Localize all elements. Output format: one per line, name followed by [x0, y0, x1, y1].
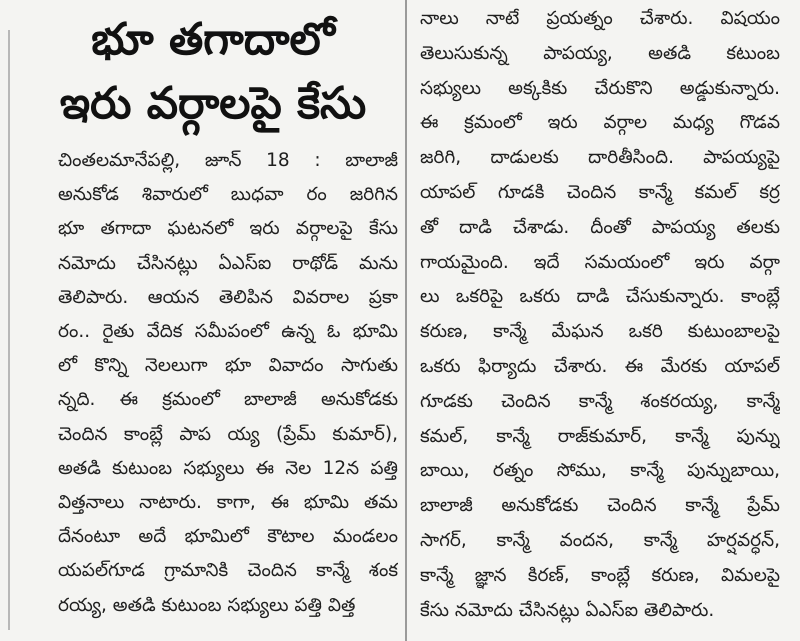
article-line: తెలుసుకున్న పాపయ్య, అతడి కటుంబ [420, 42, 780, 64]
article-line: గూడకు చెందిన కాన్మే శంకరయ్య, కాన్మే [420, 390, 780, 412]
article-line: సభ్యులు అక్కకికు చేరుకొని అడ్డుకున్నారు. [420, 77, 780, 99]
article-line: జరిగి, దాడులకు దారితీసింది. పాపయ్యపై [420, 147, 780, 169]
article-line: ఒకరు ఫిర్యాదు చేశారు. ఈ మేరకు యాపల్ [420, 356, 780, 377]
headline-line-2: ఇరు వర్గాలపై కేసు [59, 78, 367, 129]
article-line: బాయి, రత్నం సోము, కాన్మే పున్నుబాయి, [420, 460, 780, 482]
article-line: తెలిపారు. ఆయన తెలిపిన వివరాల ప్రకా [58, 286, 398, 308]
article-line: కాన్మే జ్ఞాన కిరణ్, కాంబ్లే కరుణ, విమలపై [420, 564, 780, 586]
article-line: గాయమైంది. ఇదే సమయంలో ఇరు వర్గా [420, 251, 780, 273]
article-line: లు ఒకరిపై ఒకరు దాడి చేసుకున్నారు. కాంబ్లే [420, 286, 780, 308]
article-line: న్నది. ఈ క్రమంలో బాలాజీ అనుకోడకు [58, 389, 398, 411]
article-line: కరుణ, కాన్మే మేఘన ఒకరి కుటుంబాలపై [420, 321, 780, 343]
article-line: చెందిన కాంబ్లే పాప య్య (ప్రేమ్ కుమార్), [58, 423, 398, 445]
article-line: కమల్, కాన్మే రాజ్‌కుమార్, కాన్మే పున్ను [420, 425, 780, 447]
article-line: లో కొన్ని నెలలుగా భూ వివాదం సాగుతు [58, 355, 398, 377]
article-line: చింతలమానేపల్లి, జూన్ 18 : బాలాజీ [58, 150, 398, 171]
article-line: బాలాజీ అనుకోడకు చెందిన కాన్మే ప్రేమ్ [420, 495, 780, 517]
article-line: రయ్య, అతడి కుటుంబ సభ్యులు పత్తి విత్త [58, 594, 356, 616]
article-line: అతడి కుటుంబ సభ్యులు ఈ నెల 12న పత్తి [58, 457, 398, 479]
article-line: దేనంటూ అదే భూమిలో కౌటాల మండలం [58, 526, 398, 548]
article-line: యాపల్ గూడకి చెందిన కాన్మే కమల్ కర్ర [420, 182, 780, 203]
article-line: భూ తగాదా ఘటనలో ఇరు వర్గాలపై కేసు [58, 218, 398, 240]
article-line: సాగర్, కాన్మే వందన, కాన్మే హర్షవర్ధన్, [420, 530, 780, 551]
page-edge-rule [8, 30, 10, 630]
article-line: నాలు నాటే ప్రయత్నం చేశారు. విషయం [420, 8, 780, 29]
article-line: నమోదు చేసినట్లు ఏఎస్ఐ రాథోడ్ మను [58, 252, 398, 274]
article-line: విత్తనాలు నాటారు. కాగా, ఈ భూమి తమ [58, 492, 398, 513]
article-line: రం.. రైతు వేదిక సమీపంలో ఉన్న ఓ భూమి [58, 321, 398, 342]
article-line: ఈ క్రమంలో ఇరు వర్గాల మధ్య గొడవ [420, 112, 780, 134]
article-line: యపల్‌గూడ గ్రామానికి చెందిన కాన్మే శంక [58, 560, 398, 582]
article-line: అనుకోడ శివారులో బుధవా రం జరిగిన [58, 184, 398, 206]
article-line: తో దాడి చేశాడు. దీంతో పాపయ్య తలకు [420, 216, 780, 238]
column-divider [405, 0, 407, 641]
article-line: కేసు నమోదు చేసినట్లు ఏఎస్ఐ తెలిపారు. [420, 599, 715, 621]
headline-line-1: భూ తగాదాలో [91, 14, 335, 65]
